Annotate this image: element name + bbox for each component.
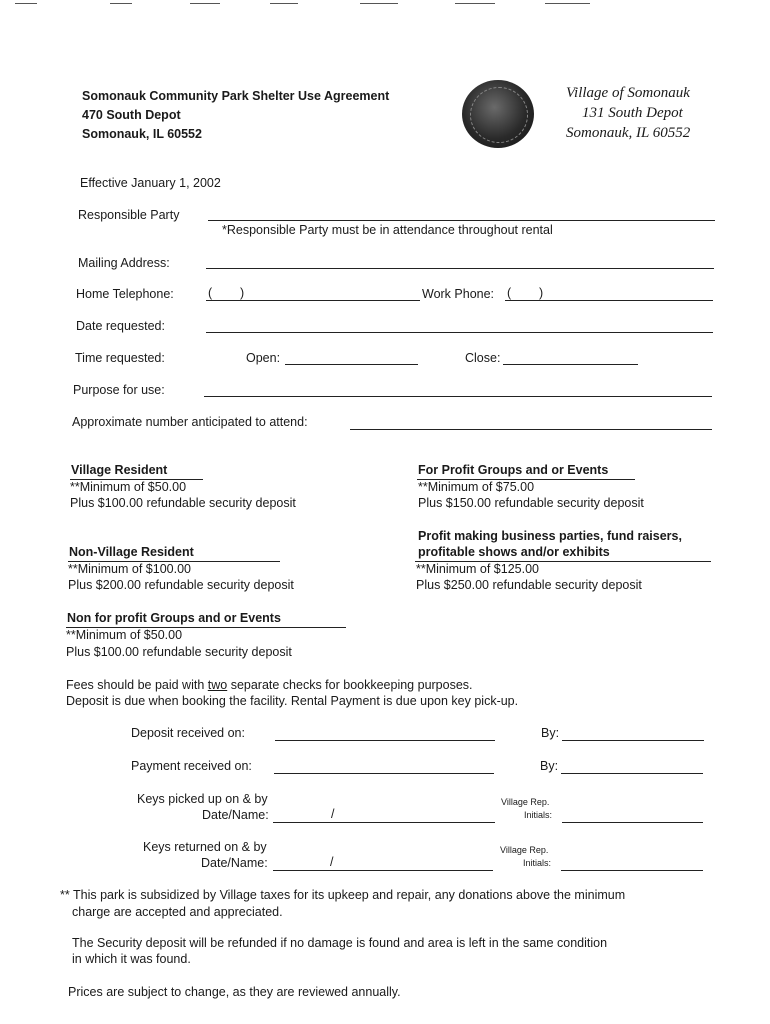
date-requested-field[interactable] <box>206 332 713 333</box>
scan-mark <box>455 3 495 4</box>
attendance-label: Approximate number anticipated to attend: <box>72 415 308 429</box>
date-requested-label: Date requested: <box>76 319 165 333</box>
mailing-address-field[interactable] <box>206 268 714 269</box>
mailing-address-label: Mailing Address: <box>78 256 170 270</box>
fees-line1-end: separate checks for bookkeeping purposes. <box>227 678 473 692</box>
village-address-city: Somonauk, IL 60552 <box>566 125 691 141</box>
payment-by-field[interactable] <box>561 773 703 774</box>
keys-picked-slash: / <box>331 807 335 821</box>
close-time-label: Close: <box>465 351 501 365</box>
responsible-party-field[interactable] <box>208 220 715 221</box>
for-profit-heading: For Profit Groups and or Events <box>418 463 609 477</box>
open-time-label: Open: <box>246 351 281 365</box>
scan-mark <box>15 3 37 4</box>
close-time-field[interactable] <box>503 364 638 365</box>
time-requested-label: Time requested: <box>75 351 165 365</box>
deposit-received-label: Deposit received on: <box>131 726 245 740</box>
business-heading-line1: Profit making business parties, fund raisers, <box>418 529 682 543</box>
business-heading-line2: profitable shows and/or exhibits <box>418 545 610 559</box>
keys-picked-village-rep: Village Rep. <box>501 797 550 807</box>
work-phone-paren: ( ) <box>507 286 544 300</box>
park-address-city: Somonauk, IL 60552 <box>82 127 202 141</box>
keys-returned-initials-label: Initials: <box>523 858 552 868</box>
keys-picked-initials-field[interactable] <box>562 822 703 823</box>
scan-mark <box>545 3 590 4</box>
subsidy-note-line2: charge are accepted and appreciated. <box>72 905 283 919</box>
responsible-party-note: *Responsible Party must be in attendance throughout rental <box>222 223 553 237</box>
keys-returned-field[interactable] <box>273 870 493 871</box>
village-resident-minimum: **Minimum of $50.00 <box>70 480 187 494</box>
payment-received-field[interactable] <box>274 773 494 774</box>
keys-picked-date-name-label: Date/Name: <box>202 808 269 822</box>
non-village-resident-minimum: **Minimum of $100.00 <box>68 562 191 576</box>
keys-picked-field[interactable] <box>273 822 495 823</box>
scan-mark <box>190 3 220 4</box>
keys-picked-label: Keys picked up on & by <box>137 792 268 806</box>
non-village-resident-heading: Non-Village Resident <box>69 545 194 559</box>
keys-returned-label: Keys returned on & by <box>143 840 267 854</box>
business-deposit: Plus $250.00 refundable security deposit <box>416 578 642 592</box>
village-resident-heading: Village Resident <box>71 463 168 477</box>
payment-received-label: Payment received on: <box>131 759 252 773</box>
keys-picked-initials-label: Initials: <box>524 810 553 820</box>
scan-mark <box>110 3 132 4</box>
village-name: Village of Somonauk <box>566 85 690 101</box>
fees-line2: Deposit is due when booking the facility. Rental Payment is due upon key pick-up. <box>66 694 519 708</box>
business-minimum: **Minimum of $125.00 <box>416 562 539 576</box>
park-address-street: 470 South Depot <box>82 108 181 122</box>
home-telephone-field[interactable] <box>206 300 420 301</box>
village-address-street: 131 South Depot <box>582 105 683 121</box>
purpose-label: Purpose for use: <box>73 383 165 397</box>
deposit-received-field[interactable] <box>275 740 495 741</box>
home-telephone-paren: ( ) <box>208 286 245 300</box>
non-village-resident-deposit: Plus $200.00 refundable security deposit <box>68 578 294 592</box>
keys-returned-slash: / <box>330 855 334 869</box>
non-profit-heading: Non for profit Groups and or Events <box>67 611 281 625</box>
for-profit-deposit: Plus $150.00 refundable security deposit <box>418 496 644 510</box>
fees-line1 <box>66 678 473 692</box>
subsidy-note-line1: ** This park is subsidized by Village taxes for its upkeep and repair, any donations above the minimum <box>60 888 626 902</box>
non-profit-deposit: Plus $100.00 refundable security deposit <box>66 645 292 659</box>
work-phone-label: Work Phone: <box>422 287 495 301</box>
refund-note-line2: in which it was found. <box>72 952 191 966</box>
deposit-by-label: By: <box>541 726 560 740</box>
deposit-by-field[interactable] <box>562 740 704 741</box>
attendance-field[interactable] <box>350 429 712 430</box>
park-title: Somonauk Community Park Shelter Use Agreement <box>82 89 390 103</box>
for-profit-minimum: **Minimum of $75.00 <box>418 480 535 494</box>
non-profit-minimum: **Minimum of $50.00 <box>66 628 183 642</box>
fees-line1-start: Fees should be paid with <box>66 678 208 692</box>
effective-date: Effective January 1, 2002 <box>80 176 221 190</box>
fees-line1-emphasis: two <box>207 678 228 692</box>
village-resident-deposit: Plus $100.00 refundable security deposit <box>70 496 296 510</box>
scan-mark <box>270 3 298 4</box>
responsible-party-label: Responsible Party <box>78 208 180 222</box>
payment-by-label: By: <box>540 759 559 773</box>
village-seal-ring <box>470 87 528 143</box>
scan-mark <box>360 3 398 4</box>
purpose-field[interactable] <box>204 396 712 397</box>
keys-returned-initials-field[interactable] <box>561 870 703 871</box>
keys-returned-village-rep: Village Rep. <box>500 845 549 855</box>
refund-note-line1: The Security deposit will be refunded if no damage is found and area is left in the same condition <box>72 936 608 950</box>
keys-returned-date-name-label: Date/Name: <box>201 856 268 870</box>
work-phone-field[interactable] <box>505 300 713 301</box>
open-time-field[interactable] <box>285 364 418 365</box>
home-telephone-label: Home Telephone: <box>76 287 174 301</box>
prices-note: Prices are subject to change, as they are reviewed annually. <box>68 985 401 999</box>
